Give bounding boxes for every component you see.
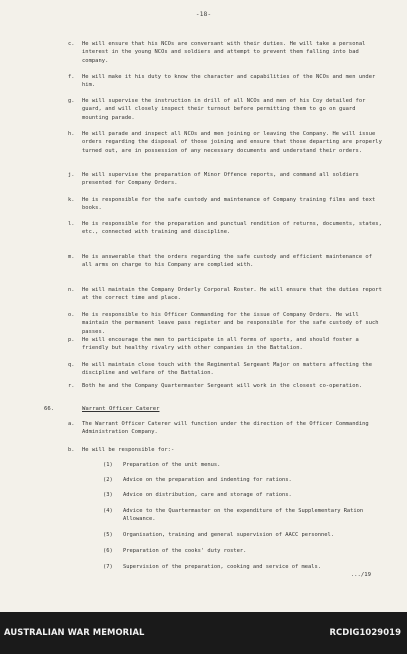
- paragraph-text: He will make it his duty to know the character and capabilities of the NCOs and men under him.: [82, 74, 376, 89]
- paragraph-text: He will parade and inspect all NCOs and men joining or leaving the Company. He will issue orders regarding the disposal of those joining and ensure that those departing are properly turned out, are in possession of any necessary documents and understand their orders.: [82, 131, 382, 154]
- paragraph-n: [68, 286, 382, 303]
- list-item: [103, 531, 383, 539]
- paragraph-text: He is responsible to his Officer Commanding for the issue of Company Orders. He will maintain the permanent leave pass register and be responsible for the safe custody of such passes.: [82, 312, 379, 335]
- paragraph-p: [68, 336, 382, 353]
- paragraph-o: [68, 311, 382, 336]
- paragraph-letter: k.: [68, 197, 75, 203]
- paragraph-text: He will be responsible for:-: [82, 447, 175, 453]
- paragraph-j: [68, 171, 382, 188]
- footer-record-id: RCDIG1029019: [329, 627, 401, 637]
- paragraph-text: The Warrant Officer Caterer will function under the direction of the Officer Commanding Administration Company.: [82, 421, 369, 436]
- list-item-text: Advice to the Quartermaster on the expenditure of the Supplementary Ration Allowance.: [123, 508, 364, 523]
- paragraph-letter: n.: [68, 287, 75, 293]
- section-title: Warrant Officer Caterer: [82, 406, 160, 412]
- list-item-text: Advice on distribution, care and storage of rations.: [123, 492, 292, 498]
- paragraph-text: He is answerable that the orders regarding the safe custody and efficient maintenance of all arms on charge to his Company are complied with.: [82, 254, 372, 269]
- paragraph-letter: f.: [68, 74, 75, 80]
- paragraph-letter: l.: [68, 221, 75, 227]
- paragraph-letter: m.: [68, 254, 75, 260]
- paragraph-text: He will encourage the men to participate in all forms of sports, and should foster a friendly but healthy rivalry with other companies in the Battalion.: [82, 337, 359, 352]
- paragraph-text: Both he and the Company Quartermaster Sergeant will work in the closest co-operation.: [82, 383, 363, 389]
- paragraph-r: [68, 382, 382, 390]
- section-paragraph-b: [68, 446, 382, 454]
- paragraph-text: He will ensure that his NCOs are conversant with their duties. He will take a personal interest in the young NCOs and soldiers and attempt to prevent them falling into bad company.: [82, 41, 366, 64]
- list-item-number: (4): [103, 508, 113, 514]
- footer-institution: AUSTRALIAN WAR MEMORIAL: [4, 627, 145, 637]
- paragraph-text: He will supervise the preparation of Minor Offence reports, and command all soldiers presented for Company Orders.: [82, 172, 359, 187]
- list-item: [103, 491, 383, 499]
- list-item-text: Preparation of the unit menus.: [123, 462, 221, 468]
- list-item-number: (2): [103, 477, 113, 483]
- list-item-text: Preparation of the cooks' duty roster.: [123, 548, 247, 554]
- page-number: -18-: [195, 10, 212, 18]
- paragraph-g: [68, 97, 382, 122]
- paragraph-letter: c.: [68, 41, 75, 47]
- paragraph-letter: q.: [68, 362, 75, 368]
- list-item-number: (6): [103, 548, 113, 554]
- list-item: [103, 563, 383, 571]
- list-item-number: (7): [103, 564, 113, 570]
- paragraph-l: [68, 220, 382, 237]
- paragraph-letter: j.: [68, 172, 75, 178]
- section-number: 66.: [44, 406, 55, 412]
- paragraph-m: [68, 253, 382, 270]
- list-item: [103, 476, 383, 484]
- list-item-text: Advice on the preparation and indenting for rations.: [123, 477, 292, 483]
- paragraph-letter: h.: [68, 131, 75, 137]
- paragraph-q: [68, 361, 382, 378]
- paragraph-h: [68, 130, 382, 155]
- paragraph-letter: p.: [68, 337, 75, 343]
- list-item: [103, 547, 383, 555]
- paragraph-c: [68, 40, 382, 65]
- paragraph-text: He will maintain close touch with the Regimental Sergeant Major on matters affecting the discipline and welfare of the Battalion.: [82, 362, 372, 377]
- paragraph-letter: r.: [68, 383, 75, 389]
- list-item: [103, 507, 383, 524]
- paragraph-letter: b.: [68, 447, 75, 453]
- list-item-text: Supervision of the preparation, cooking and service of meals.: [123, 564, 321, 570]
- paragraph-f: [68, 73, 382, 90]
- list-item-number: (1): [103, 462, 113, 468]
- paragraph-text: He will maintain the Company Orderly Corporal Roster. He will ensure that the duties report at the correct time and place.: [82, 287, 382, 302]
- paragraph-text: He is responsible for the preparation and punctual rendition of returns, documents, states, etc., connected with training and discipline.: [82, 221, 382, 236]
- paragraph-text: He is responsible for the safe custody and maintenance of Company training films and text books.: [82, 197, 376, 212]
- continuation-marker: .../19: [350, 572, 371, 578]
- section-paragraph-a: [68, 420, 382, 437]
- paragraph-text: He will supervise the instruction in drill of all NCOs and men of his Coy detailed for guard, and will closely inspect their turnout before permitting them to go on guard mounting parade.: [82, 98, 366, 121]
- list-item-number: (3): [103, 492, 113, 498]
- paragraph-letter: o.: [68, 312, 75, 318]
- list-item: [103, 461, 383, 469]
- paragraph-letter: g.: [68, 98, 75, 104]
- list-item-text: Organisation, training and general supervision of AACC personnel.: [123, 532, 334, 538]
- list-item-number: (5): [103, 532, 113, 538]
- paragraph-letter: a.: [68, 421, 75, 427]
- paragraph-k: [68, 196, 382, 213]
- archive-footer: [0, 612, 407, 654]
